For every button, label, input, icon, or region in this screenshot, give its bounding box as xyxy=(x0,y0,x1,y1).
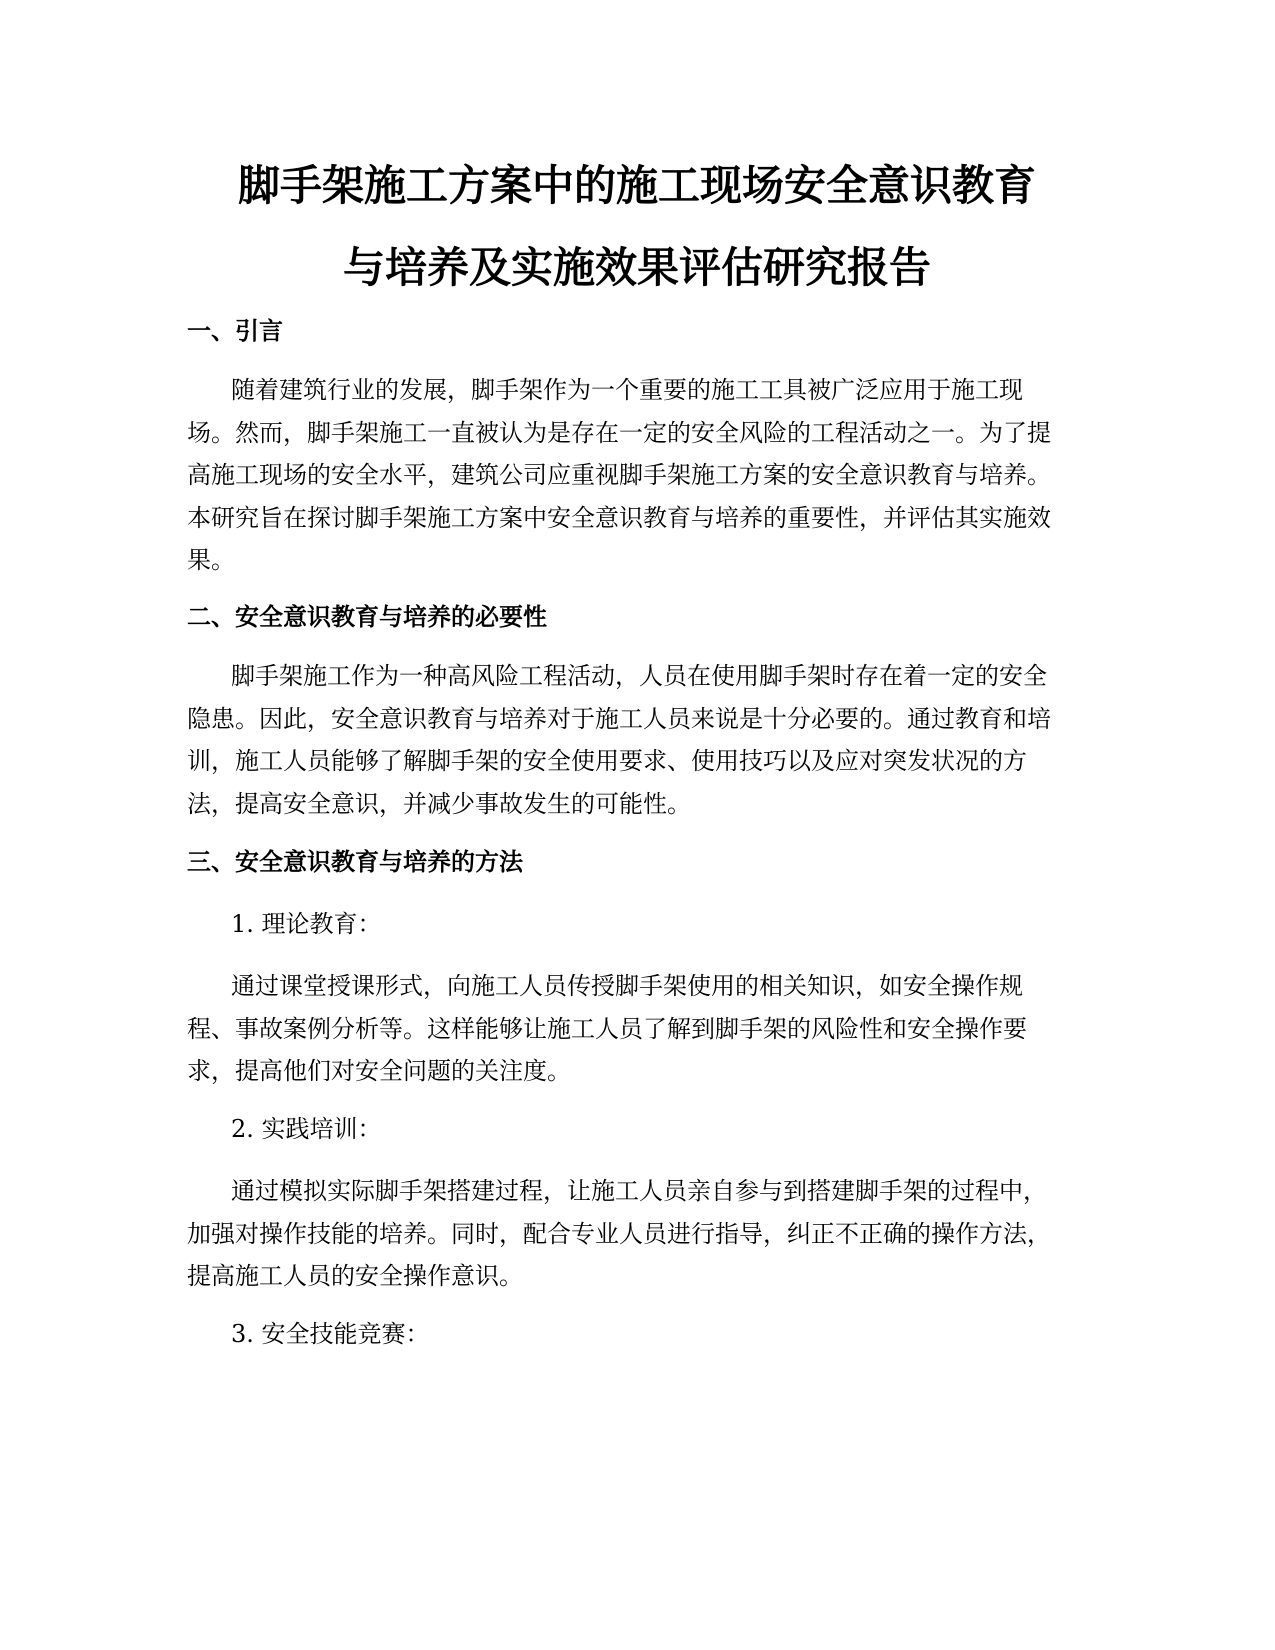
paragraph-line: 程、事故案例分析等。这样能够让施工人员了解到脚手架的风险性和安全操作要 xyxy=(187,1014,1027,1043)
section-paragraph-introduction xyxy=(187,369,1087,582)
title-line-1: 脚手架施工方案中的施工现场安全意识教育 xyxy=(237,161,1036,210)
section-heading-introduction: 一、引言 xyxy=(187,317,283,345)
method-item-paragraph-2 xyxy=(187,1170,1087,1298)
method-item-label-1: 1. 理论教育： xyxy=(231,910,382,938)
paragraph-line: 随着建筑行业的发展，脚手架作为一个重要的施工工具被广泛应用于施工现 xyxy=(231,376,1023,404)
paragraph-line: 高施工现场的安全水平，建筑公司应重视脚手架施工方案的安全意识教育与培养。 xyxy=(187,461,1051,489)
title-line-2: 与培养及实施效果评估研究报告 xyxy=(342,243,931,292)
paragraph-line: 脚手架施工作为一种高风险工程活动，人员在使用脚手架时存在着一定的安全 xyxy=(231,662,1047,690)
section-heading-necessity: 二、安全意识教育与培养的必要性 xyxy=(187,603,547,631)
paragraph-line: 本研究旨在探讨脚手架施工方案中安全意识教育与培养的重要性，并评估其实施效 xyxy=(187,503,1051,532)
paragraph-line: 求，提高他们对安全问题的关注度。 xyxy=(187,1057,571,1085)
paragraph-line: 场。然而，脚手架施工一直被认为是存在一定的安全风险的工程活动之一。为了提 xyxy=(187,418,1051,447)
paragraph-line: 果。 xyxy=(187,546,235,574)
paragraph-line: 提高施工人员的安全操作意识。 xyxy=(187,1262,523,1290)
document-page xyxy=(187,145,1087,1348)
paragraph-line: 通过模拟实际脚手架搭建过程，让施工人员亲自参与到搭建脚手架的过程中， xyxy=(231,1177,1047,1205)
section-heading-methods: 三、安全意识教育与培养的方法 xyxy=(187,848,523,876)
document-title xyxy=(187,145,1087,309)
paragraph-line: 训，施工人员能够了解脚手架的安全使用要求、使用技巧以及应对突发状况的方 xyxy=(187,747,1027,775)
method-item-paragraph-1 xyxy=(187,965,1087,1093)
paragraph-line: 隐患。因此，安全意识教育与培养对于施工人员来说是十分必要的。通过教育和培 xyxy=(187,704,1051,733)
section-paragraph-necessity xyxy=(187,655,1087,825)
method-item-label-2: 2. 实践培训： xyxy=(231,1115,382,1143)
paragraph-line: 通过课堂授课形式，向施工人员传授脚手架使用的相关知识，如安全操作规 xyxy=(231,972,1023,1000)
paragraph-line: 加强对操作技能的培养。同时，配合专业人员进行指导，纠正不正确的操作方法， xyxy=(187,1219,1051,1248)
paragraph-line: 法，提高安全意识，并减少事故发生的可能性。 xyxy=(187,789,691,818)
method-item-label-3: 3. 安全技能竞赛： xyxy=(231,1320,430,1348)
